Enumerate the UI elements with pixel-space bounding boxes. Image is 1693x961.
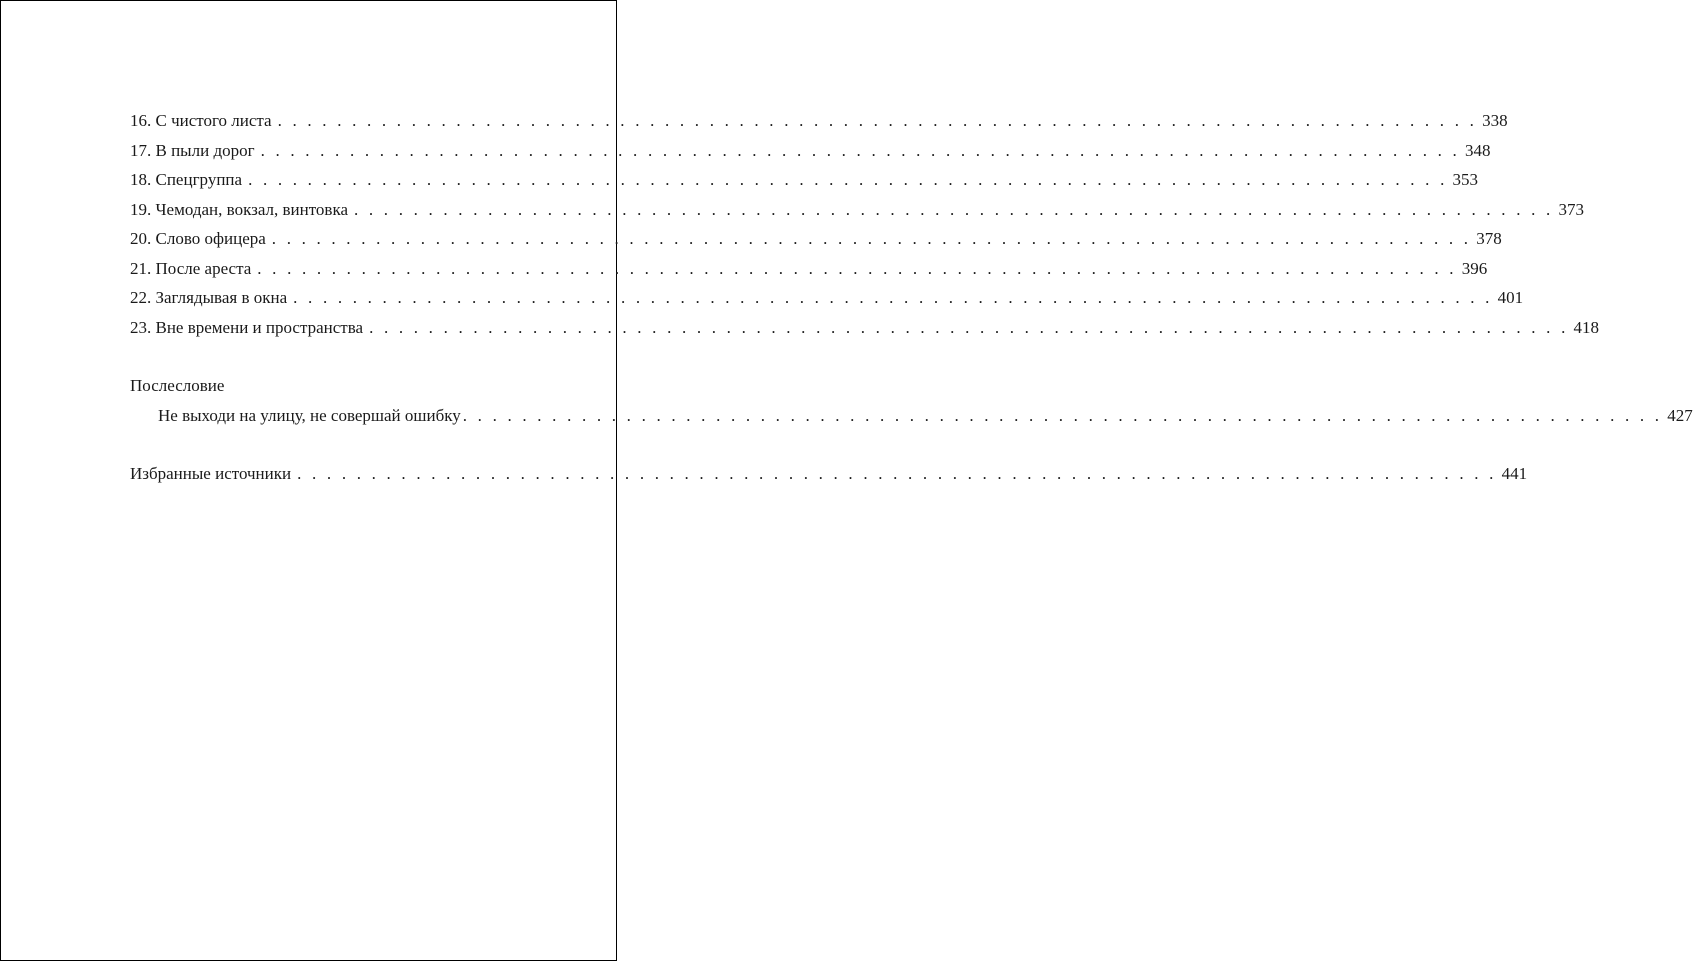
toc-entry-title: Избранные источники [130,464,292,483]
afterword-heading: Послесловие [130,376,225,395]
toc-leader-dots: . . . . . . . . . . . . . . . . . . . . . . . . . . . . . . . . . . . . . . . . . . . . . . . . . . . . . . . . . . . . . . . . . . . . . . . . . . . . . . . . . [369,317,1569,337]
toc-page-number: 401 [1497,288,1524,307]
toc-leader-dots: . . . . . . . . . . . . . . . . . . . . . . . . . . . . . . . . . . . . . . . . . . . . . . . . . . . . . . . . . . . . . . . . . . . . . . . . . . . . . . . . . [248,170,1448,189]
toc-page-number: 418 [1573,317,1600,337]
toc-entry-title: 17. В пыли дорог [130,140,255,160]
toc-entry-title: 18. Спецгруппа [130,170,243,189]
toc-page-number: 427 [1667,405,1693,425]
toc-leader-dots: . . . . . . . . . . . . . . . . . . . . . . . . . . . . . . . . . . . . . . . . . . . . . . . . . . . . . . . . . . . . . . . . . . . . . . . . . . . . . . . . . [462,405,1663,425]
toc-entry-chapter-19[interactable] [130,195,1584,225]
toc-entry-chapter-21[interactable] [130,254,1488,284]
toc-page-number: 348 [1465,140,1491,160]
table-of-contents [130,106,1693,489]
toc-entry-chapter-18[interactable] [130,165,1479,195]
toc-leader-dots: . . . . . . . . . . . . . . . . . . . . . . . . . . . . . . . . . . . . . . . . . . . . . . . . . . . . . . . . . . . . . . . . . . . . . . . . . . . . . . . . . [260,140,1461,160]
toc-page-number: 441 [1501,464,1528,483]
toc-page-number: 338 [1482,111,1508,130]
toc-entry-title: 16. С чистого листа [130,111,272,130]
toc-entry-title: Не выходи на улицу, не совершай ошибку [158,405,461,425]
toc-entry-title: 20. Слово офицера [130,229,266,248]
toc-entry-chapter-22[interactable] [130,283,1524,313]
toc-page-number: 378 [1476,229,1502,248]
toc-leader-dots: . . . . . . . . . . . . . . . . . . . . . . . . . . . . . . . . . . . . . . . . . . . . . . . . . . . . . . . . . . . . . . . . . . . . . . . . . . . . . . . . . [271,229,1472,248]
toc-entry-chapter-17[interactable] [130,136,1491,166]
toc-entry-chapter-16[interactable] [130,106,1508,136]
toc-page-number: 353 [1452,170,1479,189]
toc-leader-dots: . . . . . . . . . . . . . . . . . . . . . . . . . . . . . . . . . . . . . . . . . . . . . . . . . . . . . . . . . . . . . . . . . . . . . . . . . . . . . . . . . [354,199,1554,219]
toc-entry-title: 22. Заглядывая в окна [130,288,288,307]
section-spacer [130,342,550,371]
toc-page-number: 396 [1461,258,1488,278]
toc-entry-afterword[interactable] [130,401,1693,431]
toc-entry-title: 23. Вне времени и пространства [130,317,364,337]
toc-leader-dots: . . . . . . . . . . . . . . . . . . . . . . . . . . . . . . . . . . . . . . . . . . . . . . . . . . . . . . . . . . . . . . . . . . . . . . . . . . . . . . . . . [277,111,1478,130]
toc-entry-title: 19. Чемодан, вокзал, винтовка [130,199,348,219]
toc-entry-chapter-23[interactable] [130,313,1600,343]
toc-entry-sources[interactable] [130,459,1528,489]
toc-entry-chapter-20[interactable] [130,224,1502,254]
toc-leader-dots: . . . . . . . . . . . . . . . . . . . . . . . . . . . . . . . . . . . . . . . . . . . . . . . . . . . . . . . . . . . . . . . . . . . . . . . . . . . . . . . . . [293,288,1493,307]
section-spacer [130,430,550,459]
toc-leader-dots: . . . . . . . . . . . . . . . . . . . . . . . . . . . . . . . . . . . . . . . . . . . . . . . . . . . . . . . . . . . . . . . . . . . . . . . . . . . . . . . . . [297,464,1497,483]
toc-entry-title: 21. После ареста [130,258,252,278]
toc-leader-dots: . . . . . . . . . . . . . . . . . . . . . . . . . . . . . . . . . . . . . . . . . . . . . . . . . . . . . . . . . . . . . . . . . . . . . . . . . . . . . . . . . [257,258,1457,278]
toc-page-number: 373 [1558,199,1584,219]
